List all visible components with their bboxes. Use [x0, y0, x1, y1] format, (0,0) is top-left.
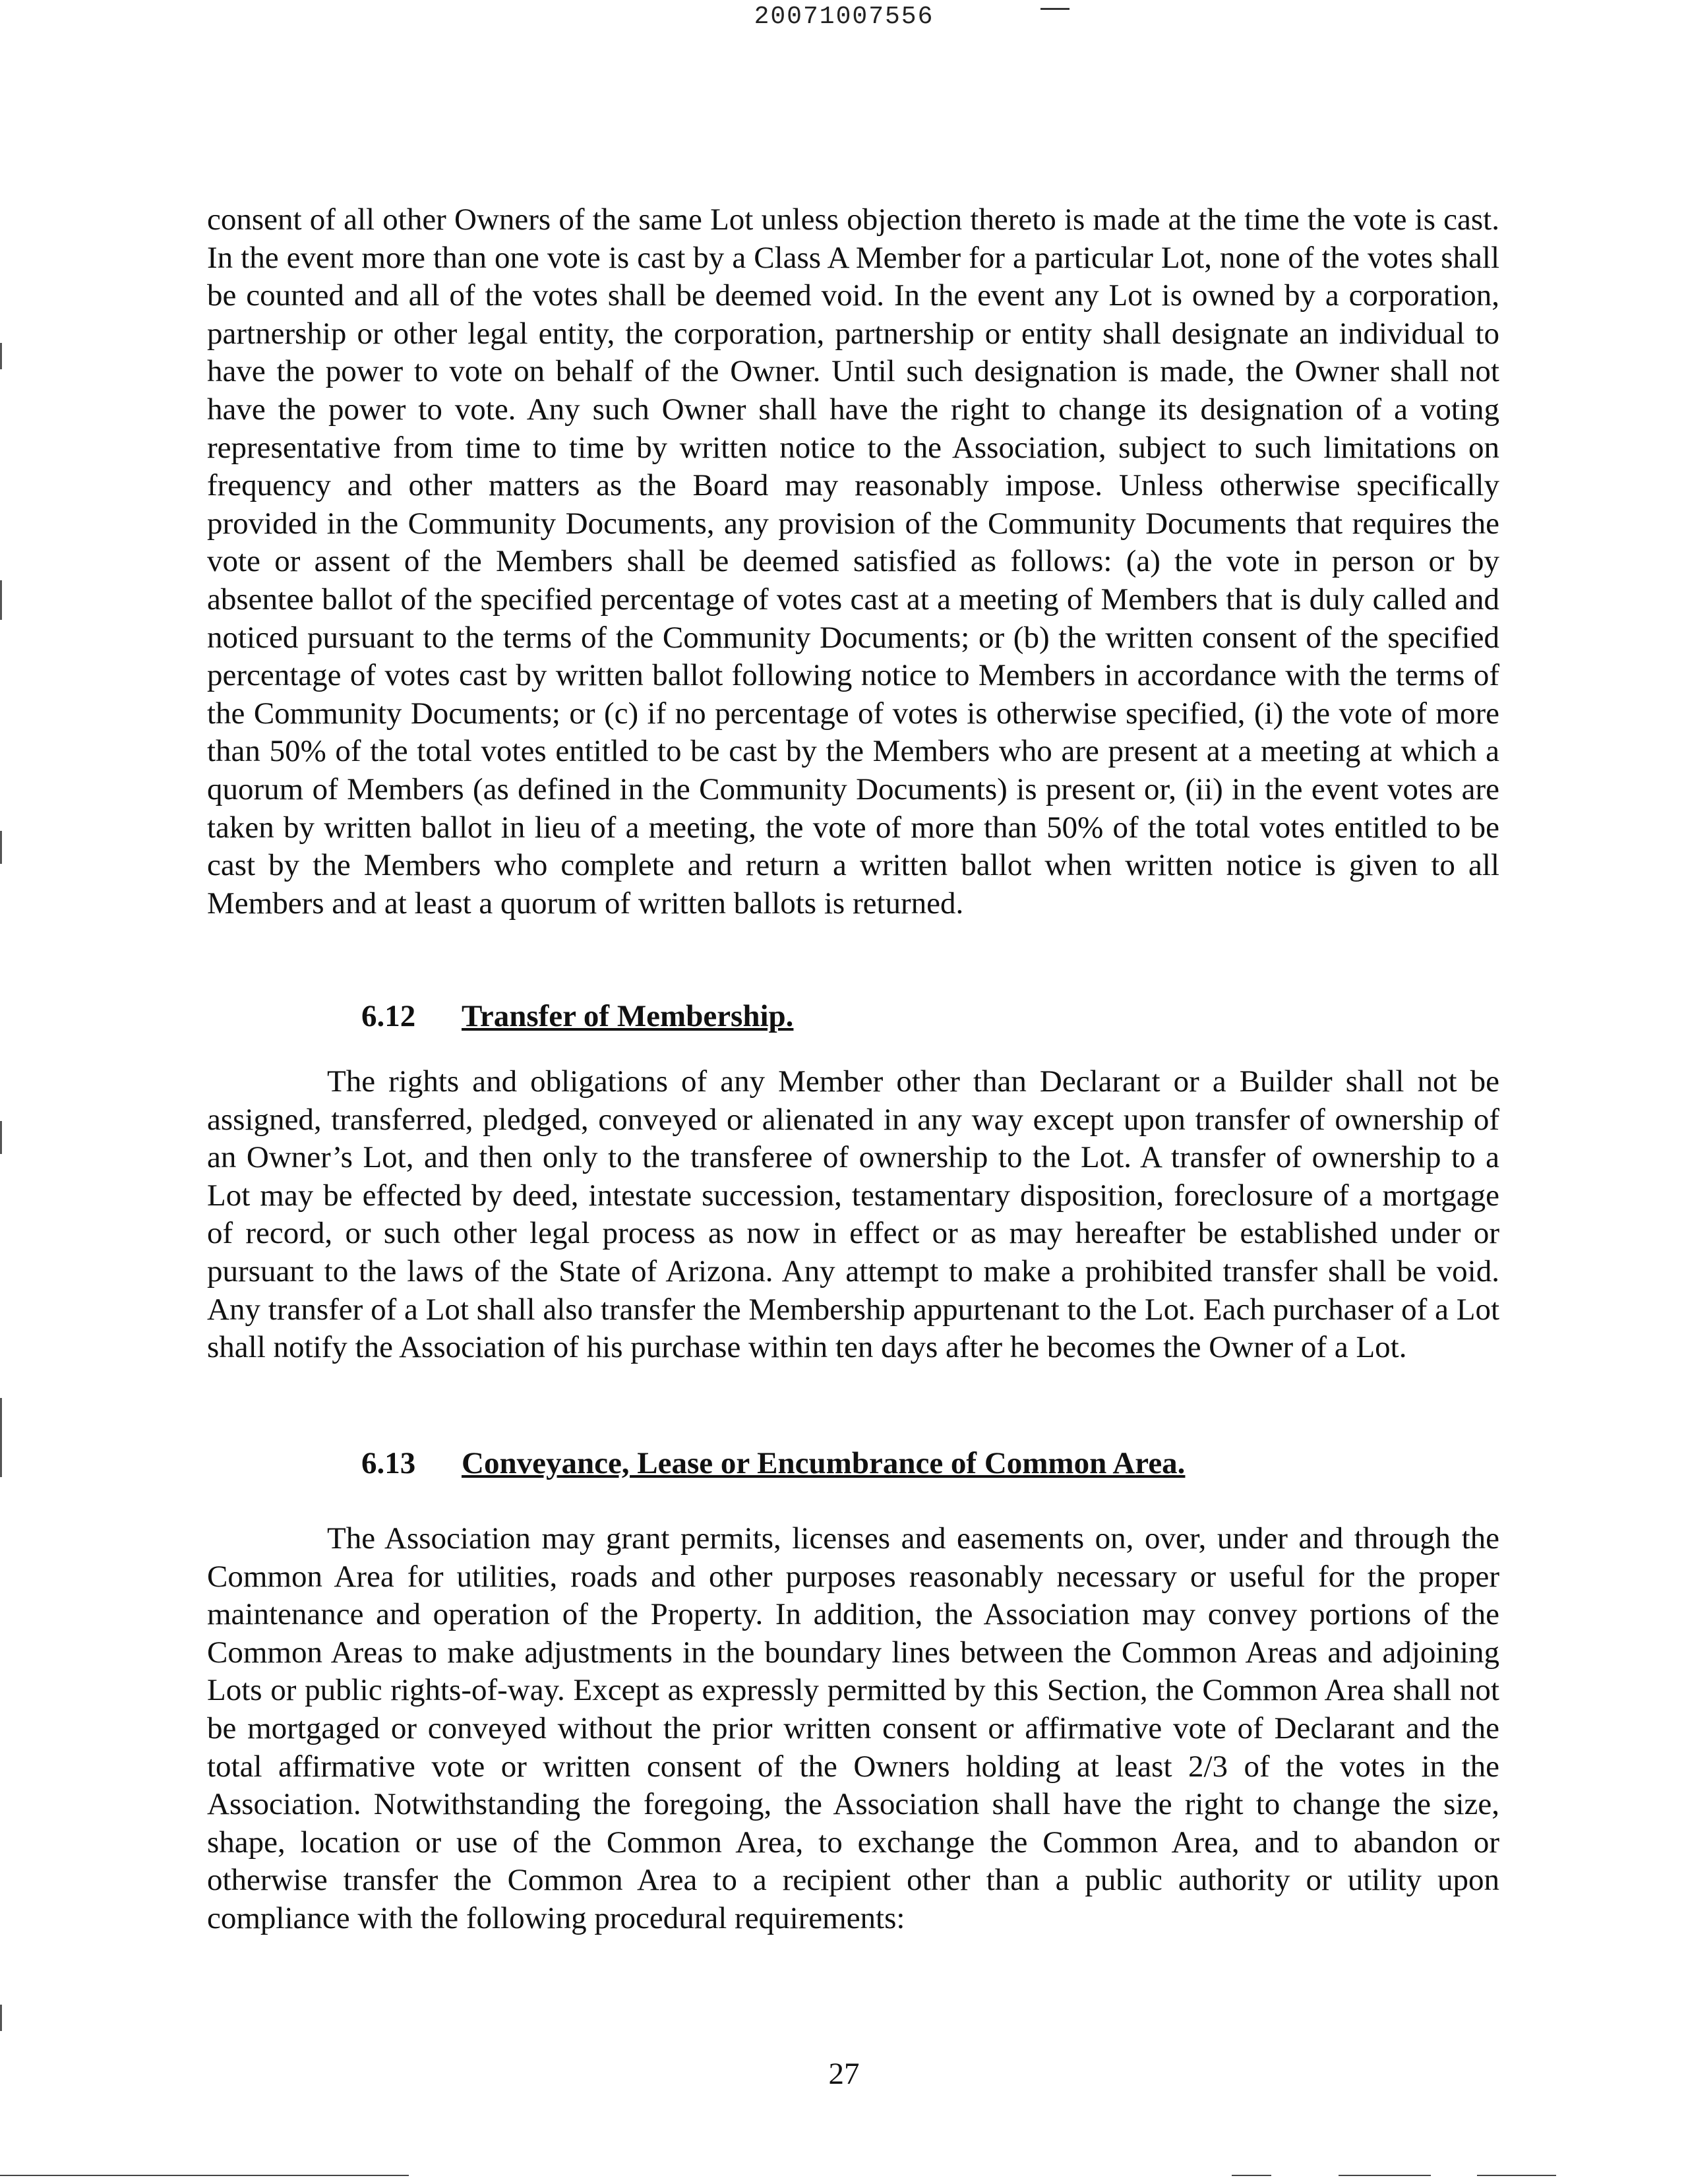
section-number: 6.12	[361, 999, 416, 1033]
scan-margin-mark	[0, 1398, 2, 1477]
scan-edge-line	[1232, 2175, 1271, 2176]
page-number: 27	[828, 2057, 860, 2091]
document-number: 20071007556	[754, 3, 934, 31]
paragraph-voting	[207, 201, 1499, 923]
scan-margin-mark	[0, 2005, 2, 2031]
section-title: Transfer of Membership.	[462, 999, 794, 1033]
scan-edge-line	[1339, 2175, 1431, 2176]
scan-edge-line	[1477, 2175, 1556, 2176]
scan-margin-mark	[0, 1121, 2, 1154]
paragraph-conveyance	[207, 1520, 1499, 1938]
scan-edge-line	[0, 2175, 409, 2176]
scan-margin-mark	[0, 831, 2, 864]
paragraph-text: consent of all other Owners of the same Lot unless objection thereto is made at the time the vote is cast. In the event more than one vote is cast by a Class A Member for a particular Lot, none of the votes shall be counted and all of the votes shall be deemed void. In the event any Lot is owned by a corporation, partnership or other legal entity, the corporation, partnership or entity shall designate an individual to have the power to vote on behalf of the Owner. Until such designation is made, the Owner shall not have the power to vote. Any such Owner shall have the right to change its designation of a voting representative from time to time by written notice to the Association, subject to such limitations on frequency and other matters as the Board may reasonably impose. Unless otherwise specifically provided in the Community Documents, any provision of the Community Documents that requires the vote or assent of the Members shall be deemed satisfied as follows: (a) the vote in person or by absentee ballot of the specified percentage of votes cast at a meeting of Members that is duly called and noticed pursuant to the terms of the Community Documents; or (b) the written consent of the specified percentage of votes cast by written ballot following notice to Members in accordance with the terms of the Community Documents; or (c) if no percentage of votes is otherwise specified, (i) the vote of more than 50% of the total votes entitled to be cast by the Members who are present at a meeting at which a quorum of Members (as defined in the Community Documents) is present or, (ii) in the event votes are taken by written ballot in lieu of a meeting, the vote of more than 50% of the total votes entitled to be cast by the Members who complete and return a written ballot when written notice is given to all Members and at least a quorum of written ballots is returned.	[207, 202, 1499, 921]
paragraph-transfer-of-membership	[207, 1063, 1499, 1367]
section-number: 6.13	[361, 1446, 416, 1480]
scan-mark	[1040, 8, 1070, 10]
scan-margin-mark	[0, 580, 2, 620]
paragraph-text: The rights and obligations of any Member other than Declarant or a Builder shall not be assigned, transferred, pledged, conveyed or alienated in any way except upon transfer of ownership of an Owner’s Lot, and then only to the transferee of ownership to the Lot. A transfer of ownership to a Lot may be effected by deed, intestate succession, testamentary disposition, foreclosure of a mortgage of record, or such other legal process as now in effect or as may hereafter be established under or pursuant to the laws of the State of Arizona. Any attempt to make a prohibited transfer shall be void. Any transfer of a Lot shall also transfer the Membership appurtenant to the Lot. Each purchaser of a Lot shall notify the Association of his purchase within ten days after he becomes the Owner of a Lot.	[207, 1064, 1499, 1365]
paragraph-text: The Association may grant permits, licenses and easements on, over, under and through the Common Area for utilities, roads and other purposes reasonably necessary or useful for the proper maintenance and operation of the Property. In addition, the Association may convey portions of the Common Areas to make adjustments in the boundary lines between the Common Areas and adjoining Lots or public rights-of-way. Except as expressly permitted by this Section, the Common Area shall not be mortgaged or conveyed without the prior written consent or affirmative vote of Declarant and the total affirmative vote or written consent of the Owners holding at least 2/3 of the votes in the Association. Notwithstanding the foregoing, the Association shall have the right to change the size, shape, location or use of the Common Area, to exchange the Common Area, and to abandon or otherwise transfer the Common Area to a recipient other than a public authority or utility upon compliance with the following procedural requirements:	[207, 1521, 1499, 1935]
scan-margin-mark	[0, 343, 2, 369]
section-title: Conveyance, Lease or Encumbrance of Common Area.	[462, 1446, 1186, 1480]
